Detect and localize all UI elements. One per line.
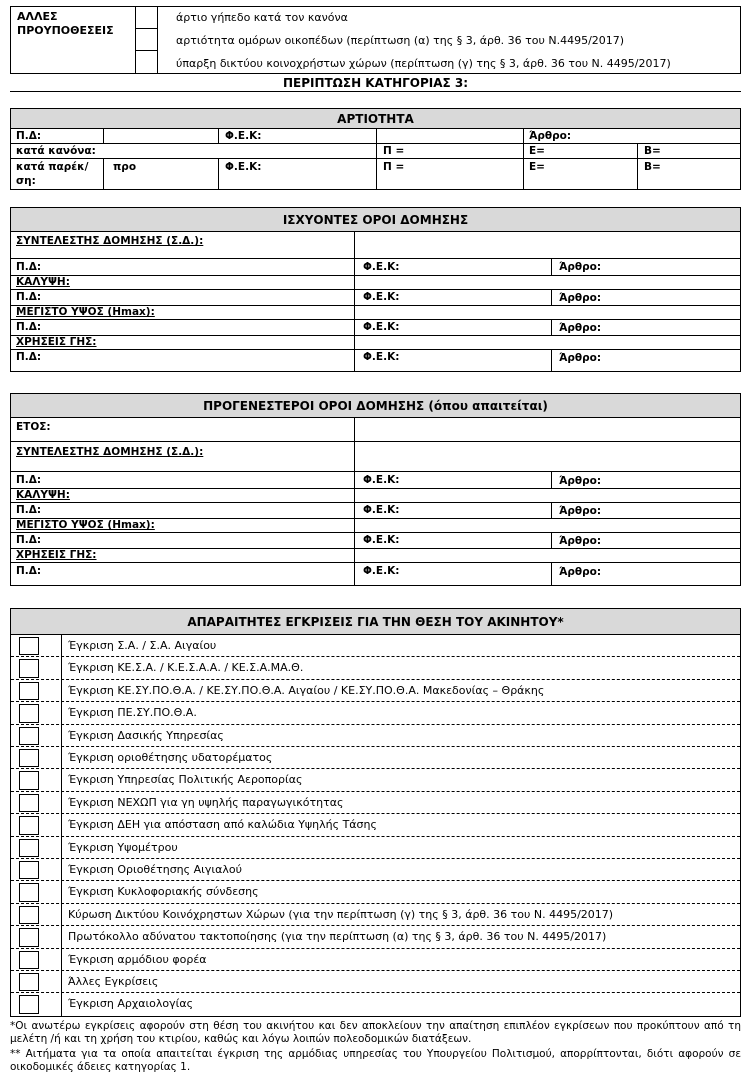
pd-label: Π.Δ: (16, 261, 42, 273)
previous-terms-title: ΠΡΟΓΕΝΕΣΤΕΡΟΙ ΟΡΟΙ ΔΟΜΗΣΗΣ (όπου απαιτείται) (11, 394, 740, 418)
condition-item: ύπαρξη δικτύου κοινοχρήστων χώρων (περίπτωση (γ) της § 3, άρθ. 36 του Ν. 4495/2017) (176, 57, 671, 70)
approval-checkbox[interactable] (19, 928, 39, 946)
arthro-label: Άρθρο: (559, 322, 602, 334)
fek-label: Φ.Ε.Κ: (363, 534, 400, 546)
fek-label: Φ.Ε.Κ: (225, 161, 262, 173)
condition-item: αρτιότητα ομόρων οικοπέδων (περίπτωση (α) της § 3, άρθ. 36 του Ν.4495/2017) (176, 34, 625, 47)
artiotita-section (10, 108, 741, 190)
fek-label: Φ.Ε.Κ: (363, 504, 400, 516)
approval-label: Κύρωση Δικτύου Κοινόχρηστων Χώρων (για την περίπτωση (γ) της § 3, άρθ. 36 του Ν. 4495/2017) (68, 907, 614, 921)
hmax-label: ΜΕΓΙΣΤΟ ΥΨΟΣ (Hmax): (16, 306, 155, 318)
arthro-label: Άρθρο: (559, 566, 602, 578)
footnote-2: ** Αιτήματα για τα οποία απαιτείται έγκριση της αρμόδιας υπηρεσίας του Υπουργείου Πολιτισμού, απορρίπτονται, διότι αφορούν σε οικοδομικές άδειες κατηγορίας 1. (10, 1048, 741, 1073)
approval-checkbox[interactable] (19, 861, 39, 879)
approval-checkbox[interactable] (19, 727, 39, 745)
approval-label: Έγκριση αρμόδιου φορέα (68, 952, 207, 966)
approval-checkbox[interactable] (19, 682, 39, 700)
approval-row (11, 837, 740, 859)
checkbox-omoron[interactable] (136, 29, 157, 51)
arthro-label: Άρθρο: (559, 475, 602, 487)
case-title: ΠΕΡΙΠΤΩΣΗ ΚΑΤΗΓΟΡΙΑΣ 3: (282, 76, 469, 90)
approval-column-divider (61, 635, 62, 1016)
b-label: Β= (644, 161, 661, 173)
arthro-label: Άρθρο: (559, 292, 602, 304)
fek-label: Φ.Ε.Κ: (363, 565, 400, 577)
fek-label: Φ.Ε.Κ: (363, 474, 400, 486)
sd-label: ΣΥΝΤΕΛΕΣΤΗΣ ΔΟΜΗΣΗΣ (Σ.Δ.): (16, 446, 204, 458)
approval-label: Έγκριση ΔΕΗ για απόσταση από καλώδια Υψηλής Τάσης (68, 818, 377, 832)
approvals-section (10, 608, 741, 1017)
previous-terms-section (10, 393, 741, 586)
approval-row (11, 949, 740, 971)
approval-label: Έγκριση Κυκλοφοριακής σύνδεσης (68, 885, 259, 899)
approval-row (11, 814, 740, 836)
approval-label: Άλλες Εγκρίσεις (68, 975, 159, 988)
pd-label: Π.Δ: (16, 351, 42, 363)
approval-row (11, 971, 740, 993)
other-conditions-label: ΑΛΛΕΣ ΠΡΟΥΠΟΘΕΣΕΙΣ (11, 7, 136, 73)
kalypsi-label: ΚΑΛΥΨΗ: (16, 276, 70, 288)
approval-row (11, 747, 740, 769)
pro-label: προ (113, 161, 137, 173)
e-label: Ε= (529, 145, 545, 157)
approval-label: Έγκριση Υπηρεσίας Πολιτικής Αεροπορίας (68, 773, 303, 787)
xriseis-label: ΧΡΗΣΕΙΣ ΓΗΣ: (16, 549, 97, 561)
current-terms-title: ΙΣΧΥΟΝΤΕΣ ΟΡΟΙ ΔΟΜΗΣΗΣ (11, 208, 740, 232)
sd-label: ΣΥΝΤΕΛΕΣΤΗΣ ΔΟΜΗΣΗΣ (Σ.Δ.): (16, 235, 204, 247)
e-label: Ε= (529, 161, 545, 173)
arthro-label: Άρθρο: (559, 505, 602, 517)
approval-label: Έγκριση οριοθέτησης υδατορέματος (68, 751, 273, 764)
approval-checkbox[interactable] (19, 883, 39, 901)
approval-checkbox[interactable] (19, 816, 39, 834)
approval-checkbox[interactable] (19, 973, 39, 991)
approval-checkbox[interactable] (19, 951, 39, 969)
approval-label: Έγκριση Σ.Α. / Σ.Α. Αιγαίου (68, 639, 217, 652)
approval-row (11, 792, 740, 814)
approval-row (11, 904, 740, 926)
pd-label: Π.Δ: (16, 130, 42, 142)
artiotita-title: ΑΡΤΙΟΤΗΤΑ (11, 109, 740, 129)
approval-label: Έγκριση Αρχαιολογίας (68, 997, 194, 1011)
approval-row (11, 769, 740, 791)
arthro-label: Άρθρο: (559, 535, 602, 547)
pd-label: Π.Δ: (16, 321, 42, 333)
kalypsi-label: ΚΑΛΥΨΗ: (16, 489, 70, 501)
approval-label: Έγκριση ΚΕ.ΣΥ.ΠΟ.Θ.Α. / ΚΕ.ΣΥ.ΠΟ.Θ.Α. Αιγαίου / ΚΕ.ΣΥ.ΠΟ.Θ.Α. Μακεδονίας – Θράκης (68, 683, 545, 697)
pd-label: Π.Δ: (16, 565, 42, 577)
condition-item: άρτιο γήπεδο κατά τον κανόνα (176, 11, 348, 24)
xriseis-label: ΧΡΗΣΕΙΣ ΓΗΣ: (16, 336, 97, 348)
pd-label: Π.Δ: (16, 504, 42, 516)
approval-checkbox[interactable] (19, 794, 39, 812)
approval-checkbox[interactable] (19, 749, 39, 767)
p-label: Π = (383, 161, 405, 173)
pd-label: Π.Δ: (16, 291, 42, 303)
fek-label: Φ.Ε.Κ: (363, 291, 400, 303)
b-label: Β= (644, 145, 661, 157)
approval-row (11, 635, 740, 657)
footnote-1: *Οι ανωτέρω εγκρίσεις αφορούν στη θέση του ακινήτου και δεν αποκλείουν την απαίτηση επιπλέον εγκρίσεων που προκύπτουν από τη μελέτη /ή και τη χρήση του κτιρίου, καθώς και λόγω λοιπών πολεοδομικών διατάξεων. (10, 1020, 741, 1045)
year-label: ΕΤΟΣ: (16, 421, 51, 433)
pd-label: Π.Δ: (16, 534, 42, 546)
approval-checkbox[interactable] (19, 995, 39, 1013)
approval-label: Έγκριση ΠΕ.ΣΥ.ΠΟ.Θ.Α. (68, 706, 197, 720)
approval-label: Έγκριση Υψομέτρου (68, 840, 178, 854)
arthro-label: Άρθρο: (529, 130, 572, 142)
p-label: Π = (383, 145, 405, 157)
approval-row (11, 993, 740, 1015)
fek-label: Φ.Ε.Κ: (363, 261, 400, 273)
approval-label: Πρωτόκολλο αδύνατου τακτοποίησης (για την περίπτωση (α) της § 3, άρθ. 36 του Ν. 4495/2017) (68, 930, 607, 944)
approval-label: Έγκριση Οριοθέτησης Αιγιαλού (68, 863, 242, 876)
approval-row (11, 657, 740, 679)
fek-label: Φ.Ε.Κ: (225, 130, 262, 142)
approval-checkbox[interactable] (19, 637, 39, 655)
kata-parek-label: κατά παρέκ/ση: (16, 161, 89, 187)
approval-row (11, 702, 740, 724)
approval-checkbox[interactable] (19, 659, 39, 677)
approval-checkbox[interactable] (19, 704, 39, 722)
approval-row (11, 881, 740, 903)
approval-row (11, 926, 740, 948)
fek-label: Φ.Ε.Κ: (363, 351, 400, 363)
kata-kanona-label: κατά κανόνα: (16, 145, 96, 157)
approval-label: Έγκριση Δασικής Υπηρεσίας (68, 728, 224, 742)
approval-checkbox[interactable] (19, 906, 39, 924)
checkbox-diktyo[interactable] (136, 51, 157, 73)
pd-label: Π.Δ: (16, 474, 42, 486)
approval-row (11, 725, 740, 747)
fek-label: Φ.Ε.Κ: (363, 321, 400, 333)
current-terms-section (10, 207, 741, 372)
approval-checkbox[interactable] (19, 839, 39, 857)
arthro-label: Άρθρο: (559, 352, 602, 364)
hmax-label: ΜΕΓΙΣΤΟ ΥΨΟΣ (Hmax): (16, 519, 155, 531)
approvals-title: ΑΠΑΡΑΙΤΗΤΕΣ ΕΓΚΡΙΣΕΙΣ ΓΙΑ ΤΗΝ ΘΕΣΗ ΤΟΥ ΑΚΙΝΗΤΟΥ* (11, 609, 740, 635)
approval-label: Έγκριση ΚΕ.Σ.Α. / Κ.Ε.Σ.Α.Α. / ΚΕ.Σ.Α.ΜΑ.Θ. (68, 661, 304, 675)
approval-checkbox[interactable] (19, 771, 39, 789)
arthro-label: Άρθρο: (559, 261, 602, 273)
checkbox-artio[interactable] (136, 7, 157, 29)
approval-row (11, 859, 740, 881)
approval-row (11, 680, 740, 702)
other-conditions-section (10, 6, 741, 74)
approval-label: Έγκριση ΝΕΧΩΠ για γη υψηλής παραγωγικότητας (68, 795, 344, 809)
